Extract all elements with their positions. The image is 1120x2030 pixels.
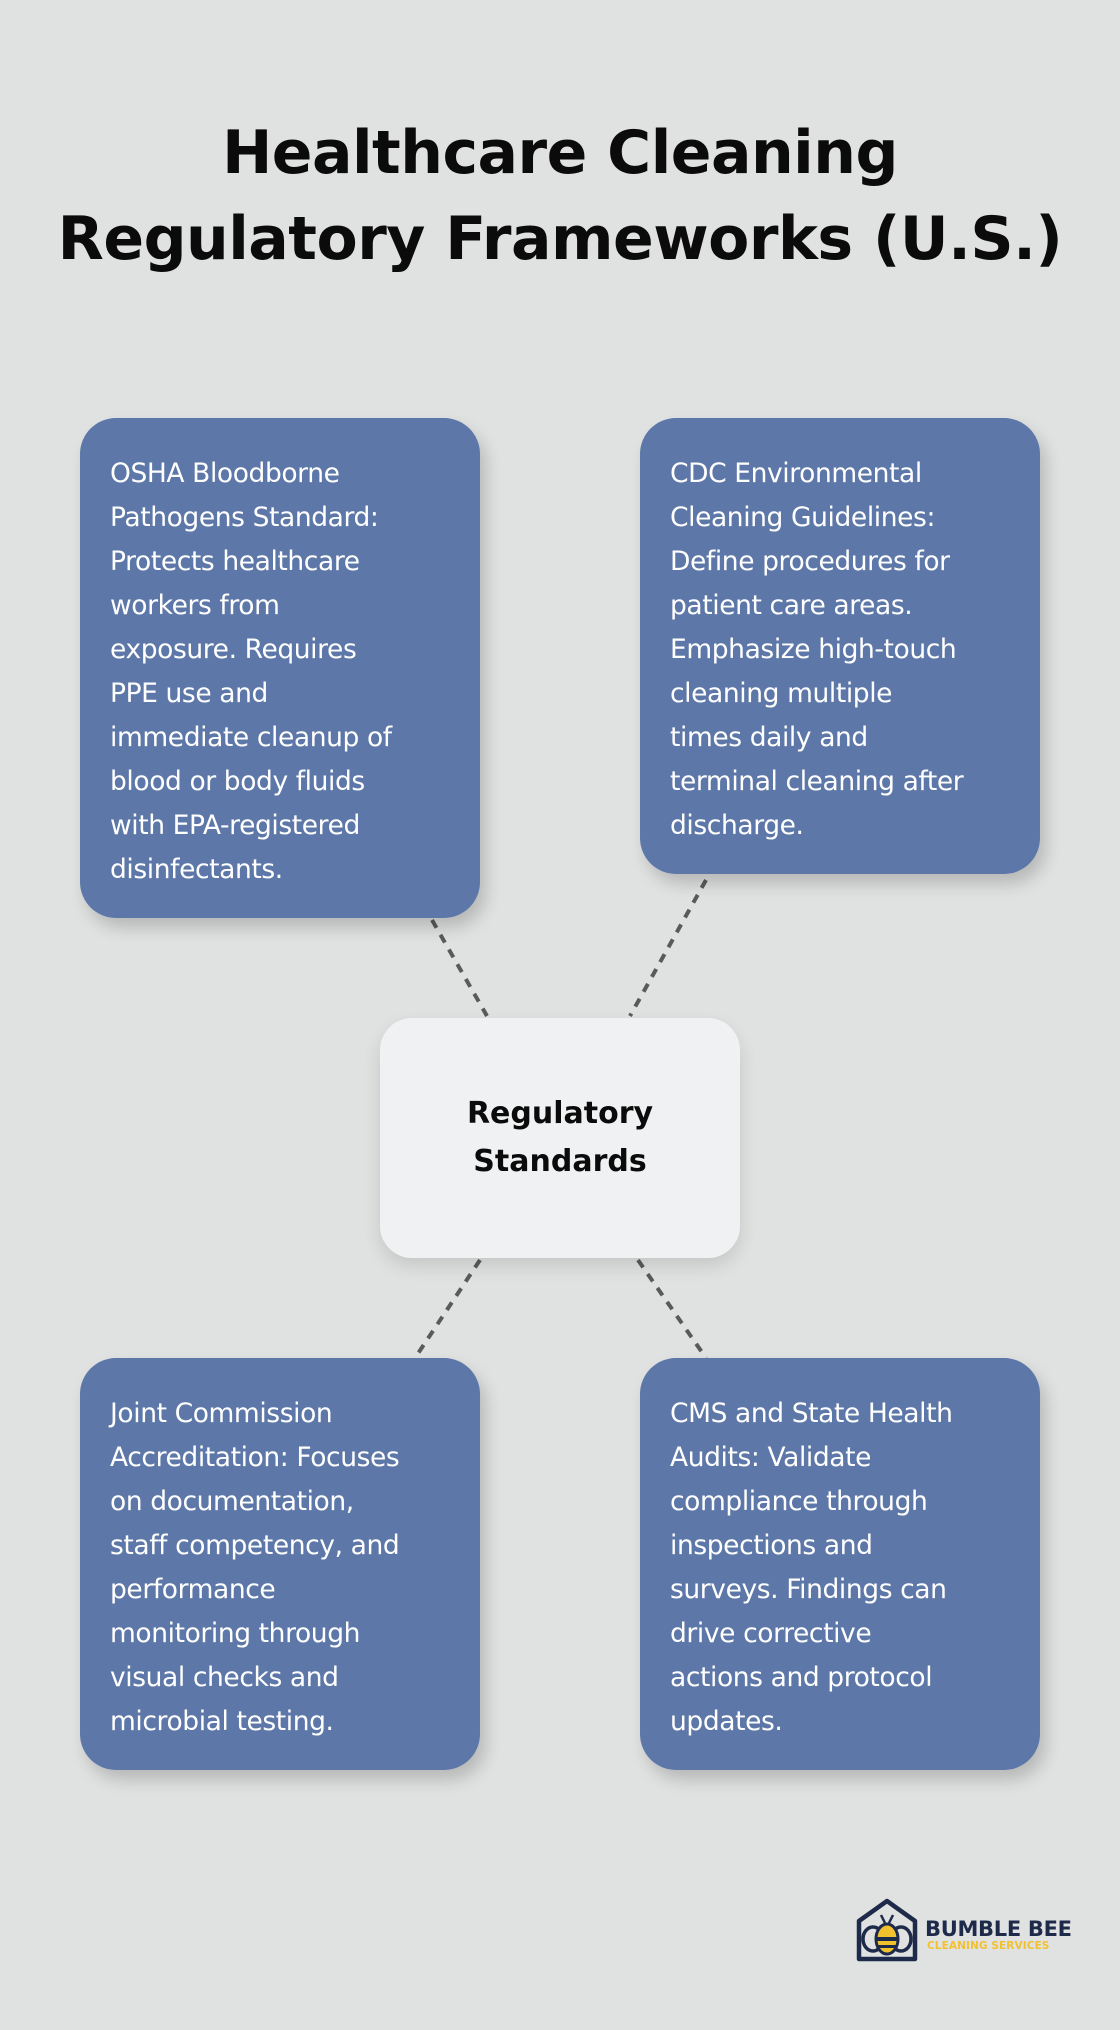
connector-cdc xyxy=(630,880,706,1016)
card-text-line: visual checks and xyxy=(110,1662,339,1693)
card-text-line: Cleaning Guidelines: xyxy=(670,502,935,533)
card-text-line: drive corrective xyxy=(670,1618,872,1649)
logo-tagline: CLEANING SERVICES xyxy=(927,1940,1050,1952)
card-text-line: microbial testing. xyxy=(110,1706,334,1737)
card-text-line: with EPA-registered xyxy=(110,810,360,841)
card-cms xyxy=(640,1358,1040,1770)
card-text-line: Accreditation: Focuses xyxy=(110,1442,400,1473)
card-text-line: updates. xyxy=(670,1706,783,1737)
card-text-line: Protects healthcare xyxy=(110,546,360,577)
card-text-line: times daily and xyxy=(670,722,868,753)
card-text-line: workers from xyxy=(110,590,280,621)
card-text-line: Joint Commission xyxy=(110,1398,333,1429)
card-text-line: inspections and xyxy=(670,1530,873,1561)
card-joint-commission xyxy=(80,1358,480,1770)
card-text-line: CDC Environmental xyxy=(670,458,922,489)
card-text-line: disinfectants. xyxy=(110,854,283,885)
card-text-line: OSHA Bloodborne xyxy=(110,458,340,489)
card-text-line: actions and protocol xyxy=(670,1662,933,1693)
brand-logo xyxy=(853,1895,1072,1965)
card-text-line: compliance through xyxy=(670,1486,928,1517)
card-text-line: CMS and State Health xyxy=(670,1398,953,1429)
title-line-2: Regulatory Frameworks (U.S.) xyxy=(57,204,1063,274)
card-text-line: staff competency, and xyxy=(110,1530,400,1561)
card-text-line: blood or body fluids xyxy=(110,766,365,797)
card-text-line: Emphasize high-touch xyxy=(670,634,957,665)
connector-joint-commission xyxy=(415,1260,480,1358)
card-text-line: on documentation, xyxy=(110,1486,354,1517)
card-text-line: performance xyxy=(110,1574,276,1605)
center-line-2: Standards xyxy=(473,1144,647,1179)
card-text-line: patient care areas. xyxy=(670,590,913,621)
center-line-1: Regulatory xyxy=(466,1096,654,1131)
card-text-line: exposure. Requires xyxy=(110,634,357,665)
card-text-line: Pathogens Standard: xyxy=(110,502,379,533)
connector-osha xyxy=(432,920,487,1016)
card-text-line: monitoring through xyxy=(110,1618,361,1649)
connector-cms xyxy=(638,1260,706,1358)
card-text-line: Audits: Validate xyxy=(670,1442,872,1473)
card-text-line: cleaning multiple xyxy=(670,678,893,709)
logo-name: BUMBLE BEE xyxy=(925,1917,1072,1941)
card-cdc xyxy=(640,418,1040,874)
title-line-1: Healthcare Cleaning xyxy=(222,118,898,188)
card-text-line: PPE use and xyxy=(110,678,268,709)
card-text-line: Define procedures for xyxy=(670,546,950,577)
card-text-line: surveys. Findings can xyxy=(670,1574,947,1605)
bee-house-icon xyxy=(853,1895,925,1965)
center-node-regulatory-standards xyxy=(380,1018,740,1258)
card-text-line: terminal cleaning after xyxy=(670,766,964,797)
card-osha xyxy=(80,418,480,918)
card-text-line: immediate cleanup of xyxy=(110,722,392,753)
card-text-line: discharge. xyxy=(670,810,804,841)
